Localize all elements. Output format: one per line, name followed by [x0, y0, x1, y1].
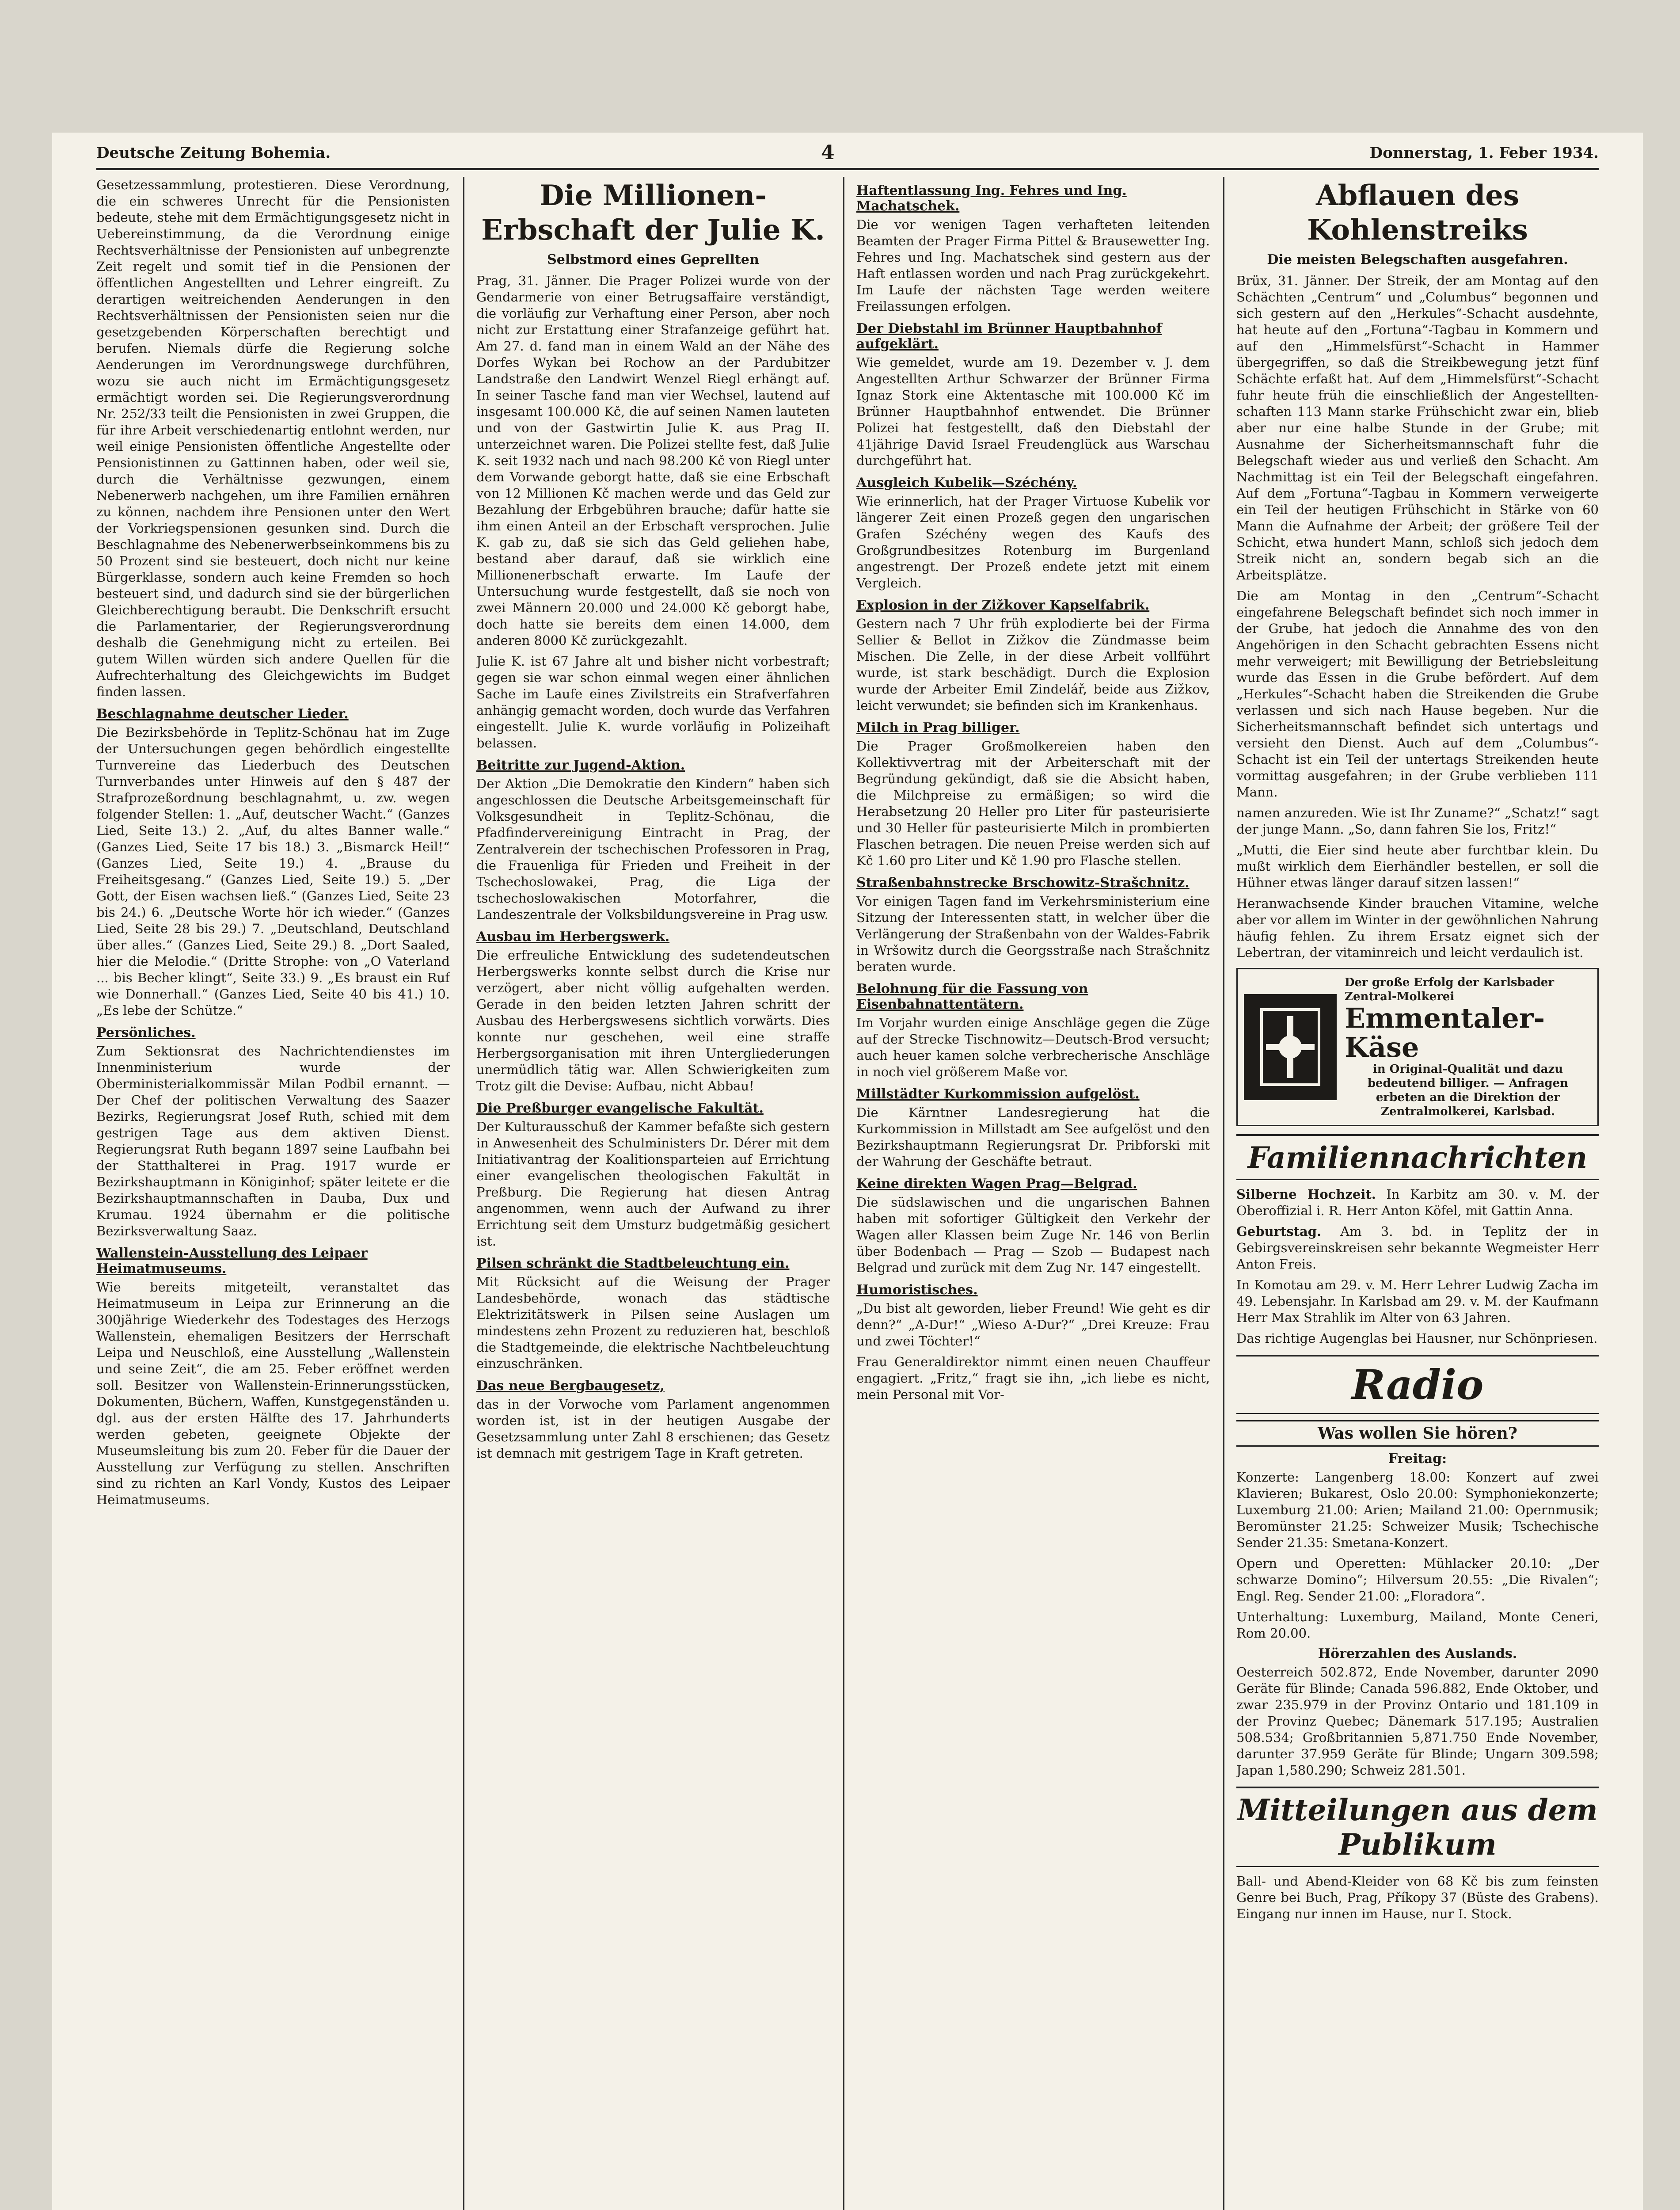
article-text: Gesetzessammlung, protestieren. Diese Verordnung, die ein schweres Unrecht für die Pensionisten bedeute, stehe mit dem Ermächtigungsgesetz nicht in Uebereinstimmung, da die Verordnung einige Rechtsverhältnisse der Pensionisten auf unbegrenzte Zeit regelt und somit tief in die Pensionen der öffentlichen Angestellten und Lehrer eingreift. Zu derartigen weitreichenden Aenderungen in den Rechtsverhältnissen der Pensionisten seien nur die gesetzgebenden Körperschaften berechtigt und berufen. Niemals dürfe die Regierung solche Aenderungen im Verordnungswege durchführen, wozu sie auch nicht im Ermächtigungsgesetz ermächtigt worden sei. Die Regierungsverordnung Nr. 252/33 teilt die Pensionisten in zwei Gruppen, die für ihre Arbeit verschiedenartig entlohnt werden, nur weil einige Pensionisten öffentliche Angestellte oder Pensionistinnen zu Gattinnen haben, oder weil sie, durch die Verhältnisse gezwungen, einem Nebenerwerb nachgehen, um ihre Familien ernähren zu können, nachdem ihre Pensionen unter den Wert der Vorkriegspensionen gesunken sind. Durch die Beschlagnahme des Nebenerwerbseinkommens bis zu 50 Prozent sind sie besteuert, doch nicht nur keine Bürgerklasse, sondern auch keine Fremden so hoch besteuert sind, und dadurch sind sie der bürgerlichen Gleichberechtigung beraubt. Die Denkschrift ersucht die Parlamentarier, der Regierungsverordnung deshalb die Genehmigung nicht zu erteilen. Bei gutem Willen würden sich andere Quellen für die Aufrechterhaltung des Gleichgewichts im Budget finden lassen. [96, 177, 450, 699]
section-title: Familiennachrichten [1247, 1140, 1588, 1175]
page-header [96, 141, 1599, 170]
notice-text: Das richtige Augenglas bei Hausner, nur Schönpriesen. [1236, 1331, 1598, 1346]
article-text: Die erfreuliche Entwicklung des sudetendeutschen Herbergswerks konnte selbst durch die Krise nur verzögert, aber nicht völlig aufgehalten werden. Gerade in den beiden letzten Jahren schritt der Ausbau des Herbergswesens sichtlich vorwärts. Dies konnte nur geschehen, weil eine straffe Herbergsorganisation mit ihren Untergliederungen unermüdlich tätig war. Allen Schwierigkeiten zum Trotz gilt die Devise: Aufbau, nicht Abbau! [476, 948, 830, 1094]
ad-top: Der große Erfolg der Karlsbader Zentral-Molkerei [1345, 976, 1555, 1003]
radio-day: Freitag: [1388, 1451, 1447, 1467]
notice-text: Heranwachsende Kinder brauchen Vitamine, welche aber vor allem im Winter in der gewöhnlichen Nahrung häufig fehlen. Zu ihrem Ersatz eignet sich der Lebertran, der vitaminreich und leicht verdaulich ist. [1236, 896, 1599, 960]
cheese-advertisement [1236, 968, 1599, 1126]
public-section [1236, 1787, 1599, 1867]
article-heading: Straßenbahnstrecke Brschowitz-Strašchnitz. [856, 875, 1190, 891]
article-heading: Haftentlassung Ing. Fehres und Ing. Machatschek. [856, 183, 1127, 214]
article-text: Die Bezirksbehörde in Teplitz-Schönau hat im Zuge der Untersuchungen gegen behördlich eingestellte Turnvereine das Liederbuch des Deutschen Turnverbandes unter Hinweis auf den § 487 der Strafprozeßordnung beschlagnahmt, u. zw. wegen folgender Stellen: 1. „Auf, deutscher Wacht.“ (Ganzes Lied, Seite 13.) 2. „Auf, du altes Banner walle.“ (Ganzes Lied, Seite 17 bis 18.) 3. „Bismarck Heil!“ (Ganzes Lied, Seite 19.) 4. „Brause du Freiheitsgesang.“ (Ganzes Lied, Seite 19.) 5. „Der Gott, der Eisen wachsen ließ.“ (Ganzes Lied, Seite 23 bis 24.) 6. „Deutsche Worte hör ich wieder.“ (Ganzes Lied, Seite 28 bis 29.) 7. „Deutschland, Deutschland über alles.“ (Ganzes Lied, Seite 29.) 8. „Dort Saaled, hier die Melodie.“ (Dritte Strophe: von „O Vaterland ... bis Becher klingt“, Seite 33.) 9. „Es braust ein Ruf wie Donnerhall.“ (Ganzes Lied, Seite 40 bis 41.) 10. „Es lebe der Schütze.“ [96, 725, 450, 1018]
article-heading: Ausgleich Kubelik—Széchény. [856, 475, 1077, 491]
column-rule [463, 177, 464, 2210]
notice-heading: Silberne Hochzeit. [1236, 1187, 1376, 1202]
column-3 [856, 177, 1210, 2210]
paper-name: Deutsche Zeitung Bohemia. [96, 144, 331, 162]
radio-text: Konzerte: Langenberg 18.00: Konzert auf zwei Klavieren; Bukarest, Oslo 20.00: Symphoniekonzerte; Luxemburg 21.00: Arien; Mailand 21.00: Opernmusik; Beromünster 21.25: Schweizer Musik; Tschechische Sender 21.35: Smetana-Konzert. [1236, 1470, 1599, 1550]
radio-text: Opern und Operetten: Mühlacker 20.10: „Der schwarze Domino“; Hilversum 20.55: „Die Rivalen“; Engl. Reg. Sender 21.00: „Floradora“. [1236, 1556, 1599, 1604]
article-text: Frau Generaldirektor nimmt einen neuen Chauffeur engagiert. „Fritz,“ fragt sie ihn, „ich liebe es nicht, mein Personal mit Vor- [856, 1354, 1210, 1402]
radio-heading: Was wollen Sie hören? [1236, 1420, 1599, 1447]
public-text: Ball- und Abend-Kleider von 68 Kč bis zum feinsten Genre bei Buch, Prag, Příkopy 37 (Büste des Grabens). Eingang nur innen im Hause, nur I. Stock. [1236, 1874, 1599, 1921]
headline: Abflauen des Kohlenstreiks [1307, 179, 1528, 247]
article-text: Die Prager Großmolkereien haben den Kollektivvertrag mit der Arbeiterschaft mit der Begründung gekündigt, daß sie die Absicht haben, die Milchpreise zu ermäßigen; so wird die Herabsetzung 20 Heller pro Liter für pasteurisierte und 30 Heller für pasteurisierte Milch in prombierten Flaschen betragen. Die neuen Preise werden sich auf Kč 1.60 pro Liter und Kč 1.90 pro Flasche stellen. [856, 739, 1210, 868]
section-title: Mitteilungen aus dem Publikum [1237, 1793, 1598, 1862]
article-heading: Ausbau im Herbergswerk. [476, 929, 670, 945]
column-rule [1223, 177, 1224, 2210]
article-heading: Pilsen schränkt die Stadtbeleuchtung ein. [476, 1256, 790, 1271]
notice-text: In Karbitz am 30. v. M. der Oberoffizial i. R. Herr Anton Köfel, mit Gattin Anna. [1236, 1187, 1599, 1218]
article-text: Wie gemeldet, wurde am 19. Dezember v. J. dem Angestellten Arthur Schwarzer der Brünner Firma Ignaz Stork eine Aktentasche mit 100.000 Kč im Brünner Hauptbahnhof entwendet. Die Brünner Polizei hat festgestellt, daß den Diebstahl der 41jährige David Israel Freudenglück aus Warschau durchgeführt hat. [856, 355, 1210, 468]
radio-section [1236, 1355, 1599, 1414]
article-text: das in der Vorwoche vom Parlament angenommen worden ist, ist in der heutigen Ausgabe der Gesetzsammlung unter Zahl 8 erschienen; das Gesetz ist demnach mit gestrigem Tage in Kraft getreten. [476, 1397, 830, 1461]
article-text: Der Kulturausschuß der Kammer befaßte sich gestern in Anwesenheit des Schulministers Dr. Dérer mit dem Initiativantrag der Koalitionsparteien auf Errichtung einer evangelischen theologischen Fakultät in Preßburg. Die Regierung hat diesen Antrag angenommen, wenn auch der Aufwand zu ihrer Errichtung seit dem Umsturz budgetmäßig gesichert ist. [476, 1119, 830, 1249]
column-2 [476, 177, 830, 2210]
article-text: Die südslawischen und die ungarischen Bahnen haben mit sofortiger Gültigkeit den Verkehr der Wagen aller Klassen beim Zuge Nr. 146 von Berlin über Bodenbach — Prag — Szob — Budapest nach Belgrad und zurück mit dem Zug Nr. 147 eingestellt. [856, 1195, 1210, 1275]
article-heading: Persönliches. [96, 1025, 196, 1040]
article-heading: Das neue Bergbaugesetz, [476, 1378, 665, 1394]
article-heading: Keine direkten Wagen Prag—Belgrad. [856, 1176, 1137, 1192]
article-heading: Der Diebstahl im Brünner Hauptbahnhof aufgeklärt. [856, 321, 1162, 352]
article-heading: Beschlagnahme deutscher Lieder. [96, 706, 349, 722]
issue-date: Donnerstag, 1. Feber 1934. [1369, 144, 1599, 162]
dairy-logo-icon [1244, 994, 1337, 1100]
column-rule [843, 177, 844, 2210]
article-text: Wie bereits mitgeteilt, veranstaltet das Heimatmuseum in Leipa zur Erinnerung an die 300jährige Wiederkehr des Todestages des Herzogs Wallenstein, ehemaligen Besitzers der Herrschaft Leipa und Neuschloß, eine Ausstellung „Wallenstein und seine Zeit“, die am 25. Feber eröffnet werden soll. Besitzer von Wallenstein-Erinnerungsstücken, Dokumenten, Büchern, Waffen, Kunstgegenständen u. dgl. aus der ersten Hälfte des 17. Jahrhunderts werden gebeten, geeignete Objekte der Museumsleitung bis zum 20. Feber für die Dauer der Ausstellung zur Verfügung zu stellen. Anschriften sind zu richten an Karl Vondy, Kustos des Leipaer Heimatmuseums. [96, 1280, 450, 1507]
article-text: Prag, 31. Jänner. Die Prager Polizei wurde von der Gendarmerie von einer Betrugsaffaire verständigt, die vorläufig zur Verhaftung einer Person, aber noch nicht zur Erstattung einer Strafanzeige geführt hat. Am 27. d. fand man in einem Wald an der Nähe des Dorfes Wykan bei Rochow an der Pardubitzer Landstraße den Landwirt Wenzel Riegl erhängt auf. In seiner Tasche fand man vier Wechsel, lautend auf insgesamt 100.000 Kč, die auf seinen Namen lauteten und von der Gastwirtin Julie K. aus Prag II. unterzeichnet waren. Die Polizei stellte fest, daß Julie K. seit 1932 nach und nach 98.200 Kč von Riegl unter dem Vorwande geborgt hatte, daß sie eine Erbschaft von 12 Millionen Kč machen werde und das Geld zur Bezahlung der Erbgebühren brauche; dafür hatte sie ihm einen Anteil an der Erbschaft versprochen. Julie K. gab zu, daß sie sich das Geld geliehen habe, bestand aber darauf, daß sie wirklich eine Millionenerbschaft erwarte. Im Laufe der Untersuchung wurde festgestellt, daß sie noch von zwei Männern 20.000 und 24.000 Kč geborgt habe, doch hatte sie bereits dem einen 14.000, dem anderen 8000 Kč zurückgezahlt. [476, 273, 830, 648]
notice-heading: Geburtstag. [1236, 1224, 1322, 1239]
article-heading: Beitritte zur Jugend-Aktion. [476, 758, 685, 773]
article-heading: Explosion in der Zižkover Kapselfabrik. [856, 598, 1150, 613]
article-heading: Belohnung für die Fassung von Eisenbahnattentätern. [856, 981, 1088, 1012]
ad-product: Emmentaler-Käse [1345, 1002, 1545, 1063]
page-number: 4 [821, 141, 835, 164]
article-text: Gestern nach 7 Uhr früh explodierte bei der Firma Sellier & Bellot in Zižkov die Zündmasse beim Mischen. Die Zelle, in der diese Arbeit vollführt wurde, ist stark beschädigt. Durch die Explosion wurde der Arbeiter Emil Zindelář, beide aus Zižkov, leicht verwundet; sie befinden sich im Krankenhaus. [856, 616, 1210, 713]
section-title: Radio [1351, 1361, 1484, 1409]
article-text: Wie erinnerlich, hat der Prager Virtuose Kubelik vor längerer Zeit einen Prozeß gegen den ungarischen Grafen Széchény wegen des Kaufs des Großgrundbesitzes Rotenburg im Burgenland angestrengt. Der Prozeß endete jetzt mit einem Vergleich. [856, 494, 1210, 591]
article-text: namen anzureden. Wie ist Ihr Zuname?“ „Schatz!“ sagt der junge Mann. „So, dann fahren Sie los, Fritz!“ [1236, 805, 1599, 837]
article-text: „Mutti, die Eier sind heute aber furchtbar klein. Du mußt wirklich dem Eierhändler bestellen, er soll die Hühner etwas länger darauf sitzen lassen!“ [1236, 842, 1599, 890]
article-text: Brüx, 31. Jänner. Der Streik, der am Montag auf den Schächten „Centrum“ und „Columbus“ begonnen und sich gestern auf den „Herkules“-Schacht ausdehnte, hat heute auf den „Fortuna“-Tagbau in Kommern und auf den „Himmelsfürst“-Schacht in Hammer übergegriffen, so daß die Streikbewegung jetzt fünf Schächte erfaßt hat. Auf dem „Himmelsfürst“-Schacht fuhr heute früh die einschließlich der Angestelltenschaften 113 Mann starke Frühschicht zwar ein, blieb aber nur eine halbe Stunde in der Grube; mit Ausnahme der Sicherheitsmannschaft fuhr die Belegschaft wieder aus und verließ den Schacht. Am Nachmittag ist ein Teil der Belegschaft eingefahren. Auf dem „Fortuna“-Tagbau in Kommern verweigerte ein Teil der heutigen Frühschicht in Stärke von 60 Mann die Aufnahme der Arbeit; der größere Teil der Schicht, etwa hundert Mann, schloß sich jedoch dem Streik nicht an, sondern begab sich an die Arbeitsplätze. [1236, 273, 1599, 583]
newspaper-page [52, 133, 1643, 2210]
article-heading: Milch in Prag billiger. [856, 720, 1020, 735]
article-heading: Die Preßburger evangelische Fakultät. [476, 1101, 764, 1116]
subheadline: Selbstmord eines Geprellten [547, 252, 759, 267]
article-text: Julie K. ist 67 Jahre alt und bisher nicht vorbestraft; gegen sie war schon einmal wegen einer ähnlichen Sache im Laufe eines Zivilstreits ein Strafverfahren anhängig gemacht worden, doch wurde das Verfahren eingestellt. Julie K. wurde vorläufig in Polizeihaft belassen. [476, 654, 830, 751]
notice-text: Am 3. bd. in Teplitz der in Gebirgsvereinskreisen sehr bekannte Wegmeister Herr Anton Freis. [1236, 1224, 1599, 1272]
listener-heading: Hörerzahlen des Auslands. [1318, 1646, 1517, 1661]
column-4 [1236, 177, 1599, 2210]
family-section [1236, 1134, 1599, 1180]
headline: Die Millionen-Erbschaft der Julie K. [481, 179, 825, 247]
article-text: Mit Rücksicht auf die Weisung der Prager Landesbehörde, wonach das städtische Elektrizitätswerk in Pilsen seine Auslagen um mindestens zehn Prozent zu reduzieren hat, beschloß die Stadtgemeinde, die elektrische Nachtbeleuchtung einzuschränken. [476, 1274, 830, 1371]
article-heading: Humoristisches. [856, 1282, 978, 1298]
radio-text: Unterhaltung: Luxemburg, Mailand, Monte Ceneri, Rom 20.00. [1236, 1609, 1599, 1641]
article-heading: Millstädter Kurkommission aufgelöst. [856, 1086, 1140, 1102]
subheadline: Die meisten Belegschaften ausgefahren. [1267, 252, 1568, 267]
notice-text: In Komotau am 29. v. M. Herr Lehrer Ludwig Zacha im 49. Lebensjahr. In Karlsbad am 29. v. M. der Kaufmann Herr Max Strahlik im Alter von 63 Jahren. [1236, 1277, 1599, 1325]
article-text: Die Kärntner Landesregierung hat die Kurkommission in Millstadt am See aufgelöst und den Bezirkshauptmann Regierungsrat Dr. Pribforski mit der Wahrung der Geschäfte betraut. [856, 1105, 1210, 1169]
ad-text: in Original-Qualität und dazu bedeutend billiger. — Anfragen erbeten an die Direktion der Zentralmolkerei, Karlsbad. [1367, 1063, 1569, 1118]
article-text: Im Vorjahr wurden einige Anschläge gegen die Züge auf der Strecke Tischnowitz—Deutsch-Brod versucht; auch heuer kamen solche verbrecherische Anschläge in noch viel größerem Maße vor. [856, 1015, 1210, 1079]
article-text: Vor einigen Tagen fand im Verkehrsministerium eine Sitzung der Interessenten statt, in welcher über die Verlängerung der Straßenbahn von der Waldes-Fabrik in Wršowitz durch die Georgsstraße nach Strašchnitz beraten wurde. [856, 894, 1210, 974]
article-text: Der Aktion „Die Demokratie den Kindern“ haben sich angeschlossen die Deutsche Arbeitsgemeinschaft für Volksgesundheit in Teplitz-Schönau, die Pfadfindervereinigung Eintracht in Prag, der Zentralverein der tschechischen Professoren in Prag, die Frauenliga für Frieden und Freiheit in der Tschechoslowakei, Prag, die Liga der tschechoslowakischen Motorfahrer, die Landeszentrale der Volksbildungsvereine in Prag usw. [476, 776, 830, 922]
article-text: „Du bist alt geworden, lieber Freund! Wie geht es dir denn?“ „A-Dur!“ „Wieso A-Dur?“ „Drei Kreuze: Frau und zwei Töchter!“ [856, 1301, 1210, 1349]
column-1 [96, 177, 450, 2210]
article-text: Zum Sektionsrat des Nachrichtendienstes im Innenministerium wurde der Oberministerialkommissär Milan Podbil ernannt. — Der Chef der politischen Verwaltung des Saazer Bezirks, Regierungsrat Josef Ruth, schied mit dem gestrigen Tage aus dem aktiven Dienst. Regierungsrat Ruth begann 1897 seine Laufbahn bei der Statthalterei in Prag. 1917 wurde er Bezirkshauptmann in Königinhof; später leitete er die Bezirkshauptmannschaften in Dauba, Dux und Krumau. 1924 übernahm er die politische Bezirksverwaltung Saaz. [96, 1044, 450, 1238]
article-text: Die vor wenigen Tagen verhafteten leitenden Beamten der Prager Firma Pittel & Brausewetter Ing. Fehres und Ing. Machatschek sind gestern aus der Haft entlassen worden und nach Prag zurückgekehrt. Im Laufe der nächsten Tage werden weitere Freilassungen erfolgen. [856, 217, 1210, 314]
article-heading: Wallenstein-Ausstellung des Leipaer Heimatmuseums. [96, 1246, 368, 1276]
article-text: Die am Montag in den „Centrum“-Schacht eingefahrene Belegschaft befindet sich noch immer in der Grube, hat jedoch die Annahme des von den Angehörigen in den Schacht gebrachten Essens nicht mehr verweigert; mit Bewilligung der Betriebsleitung wurde das Essen in die Grube befördert. Auf dem „Herkules“-Schacht haben die Streikenden die Grube verlassen und sich nach Hause begeben. Nur die Sicherheitsmannschaft befindet sich untertags und versieht den Dienst. Auch auf dem „Columbus“-Schacht ist ein Teil der untertags Streikenden heute vormittag ausgefahren; in der Grube verblieben 111 Mann. [1236, 588, 1599, 800]
listener-text: Oesterreich 502.872, Ende November, darunter 2090 Geräte für Blinde; Canada 596.882, Ende Oktober, und zwar 235.979 in der Provinz Ontario und 181.109 in der Provinz Quebec; Dänemark 517.195; Australien 508.534; Großbritannien 5,871.750 Ende November, darunter 37.959 Geräte für Blinde; Ungarn 309.598; Japan 1,580.290; Schweiz 281.501. [1236, 1665, 1599, 1778]
